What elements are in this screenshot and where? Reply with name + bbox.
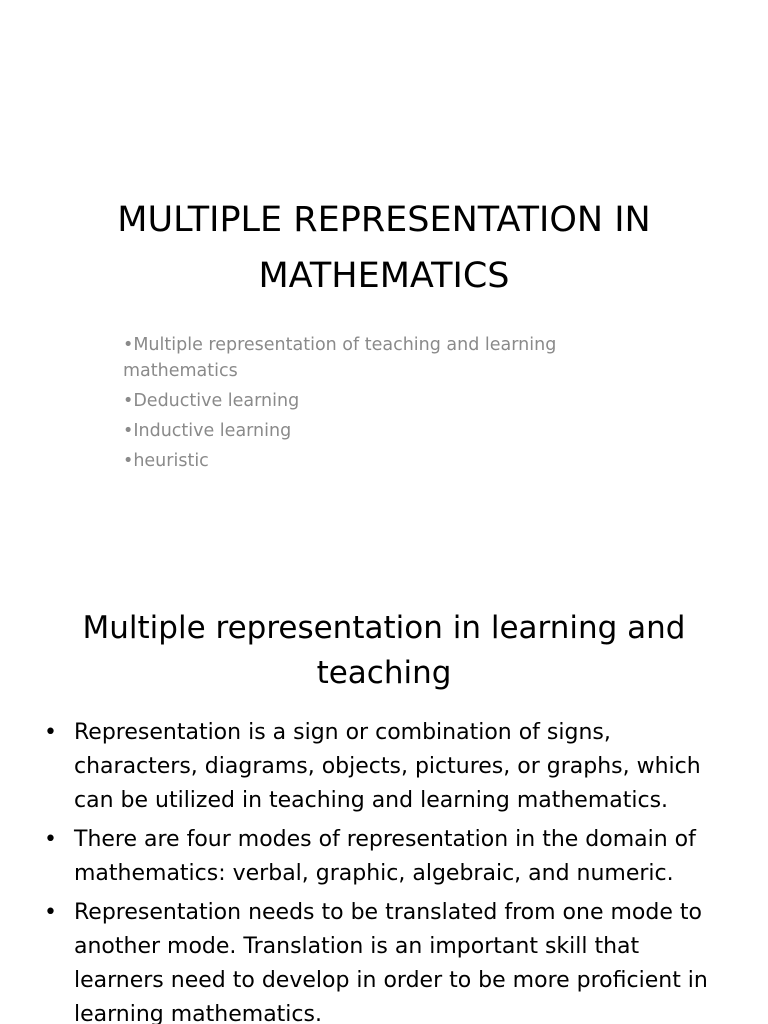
bullet-item-translation bbox=[44, 896, 728, 1024]
slide-1-title: MULTIPLE REPRESENTATION IN MATHEMATICS bbox=[117, 200, 651, 296]
bullet-item-four-modes bbox=[44, 823, 728, 891]
slide-2 bbox=[0, 576, 768, 1024]
bullet-text: Representation needs to be translated from one mode to another mode. Translation is an important skill that learners need to develop in order to be more proficient in learning mathematics. bbox=[74, 900, 708, 1024]
bullet-icon: • bbox=[44, 827, 57, 852]
subtitle-item-inductive: • Inductive learning bbox=[123, 418, 593, 444]
bullet-text: Representation is a sign or combination of signs, characters, diagrams, objects, pictures, or graphs, which can be utilized in teaching and learning mathematics. bbox=[74, 720, 701, 813]
subtitle-item-multiple-representation: • Multiple representation of teaching and learning mathematics bbox=[123, 332, 593, 384]
bullet-icon: • bbox=[44, 720, 57, 745]
slide-1-subtitle-list bbox=[123, 332, 593, 478]
bullet-icon: • bbox=[44, 900, 57, 925]
subtitle-item-heuristic: • heuristic bbox=[123, 448, 593, 474]
bullet-item-definition bbox=[44, 716, 728, 818]
slide-2-bullet-list bbox=[44, 716, 728, 1024]
subtitle-item-deductive: • Deductive learning bbox=[123, 388, 593, 414]
bullet-text: There are four modes of representation in the domain of mathematics: verbal, graphic, algebraic, and numeric. bbox=[74, 827, 696, 886]
slide-2-title: Multiple representation in learning and teaching bbox=[82, 610, 686, 691]
